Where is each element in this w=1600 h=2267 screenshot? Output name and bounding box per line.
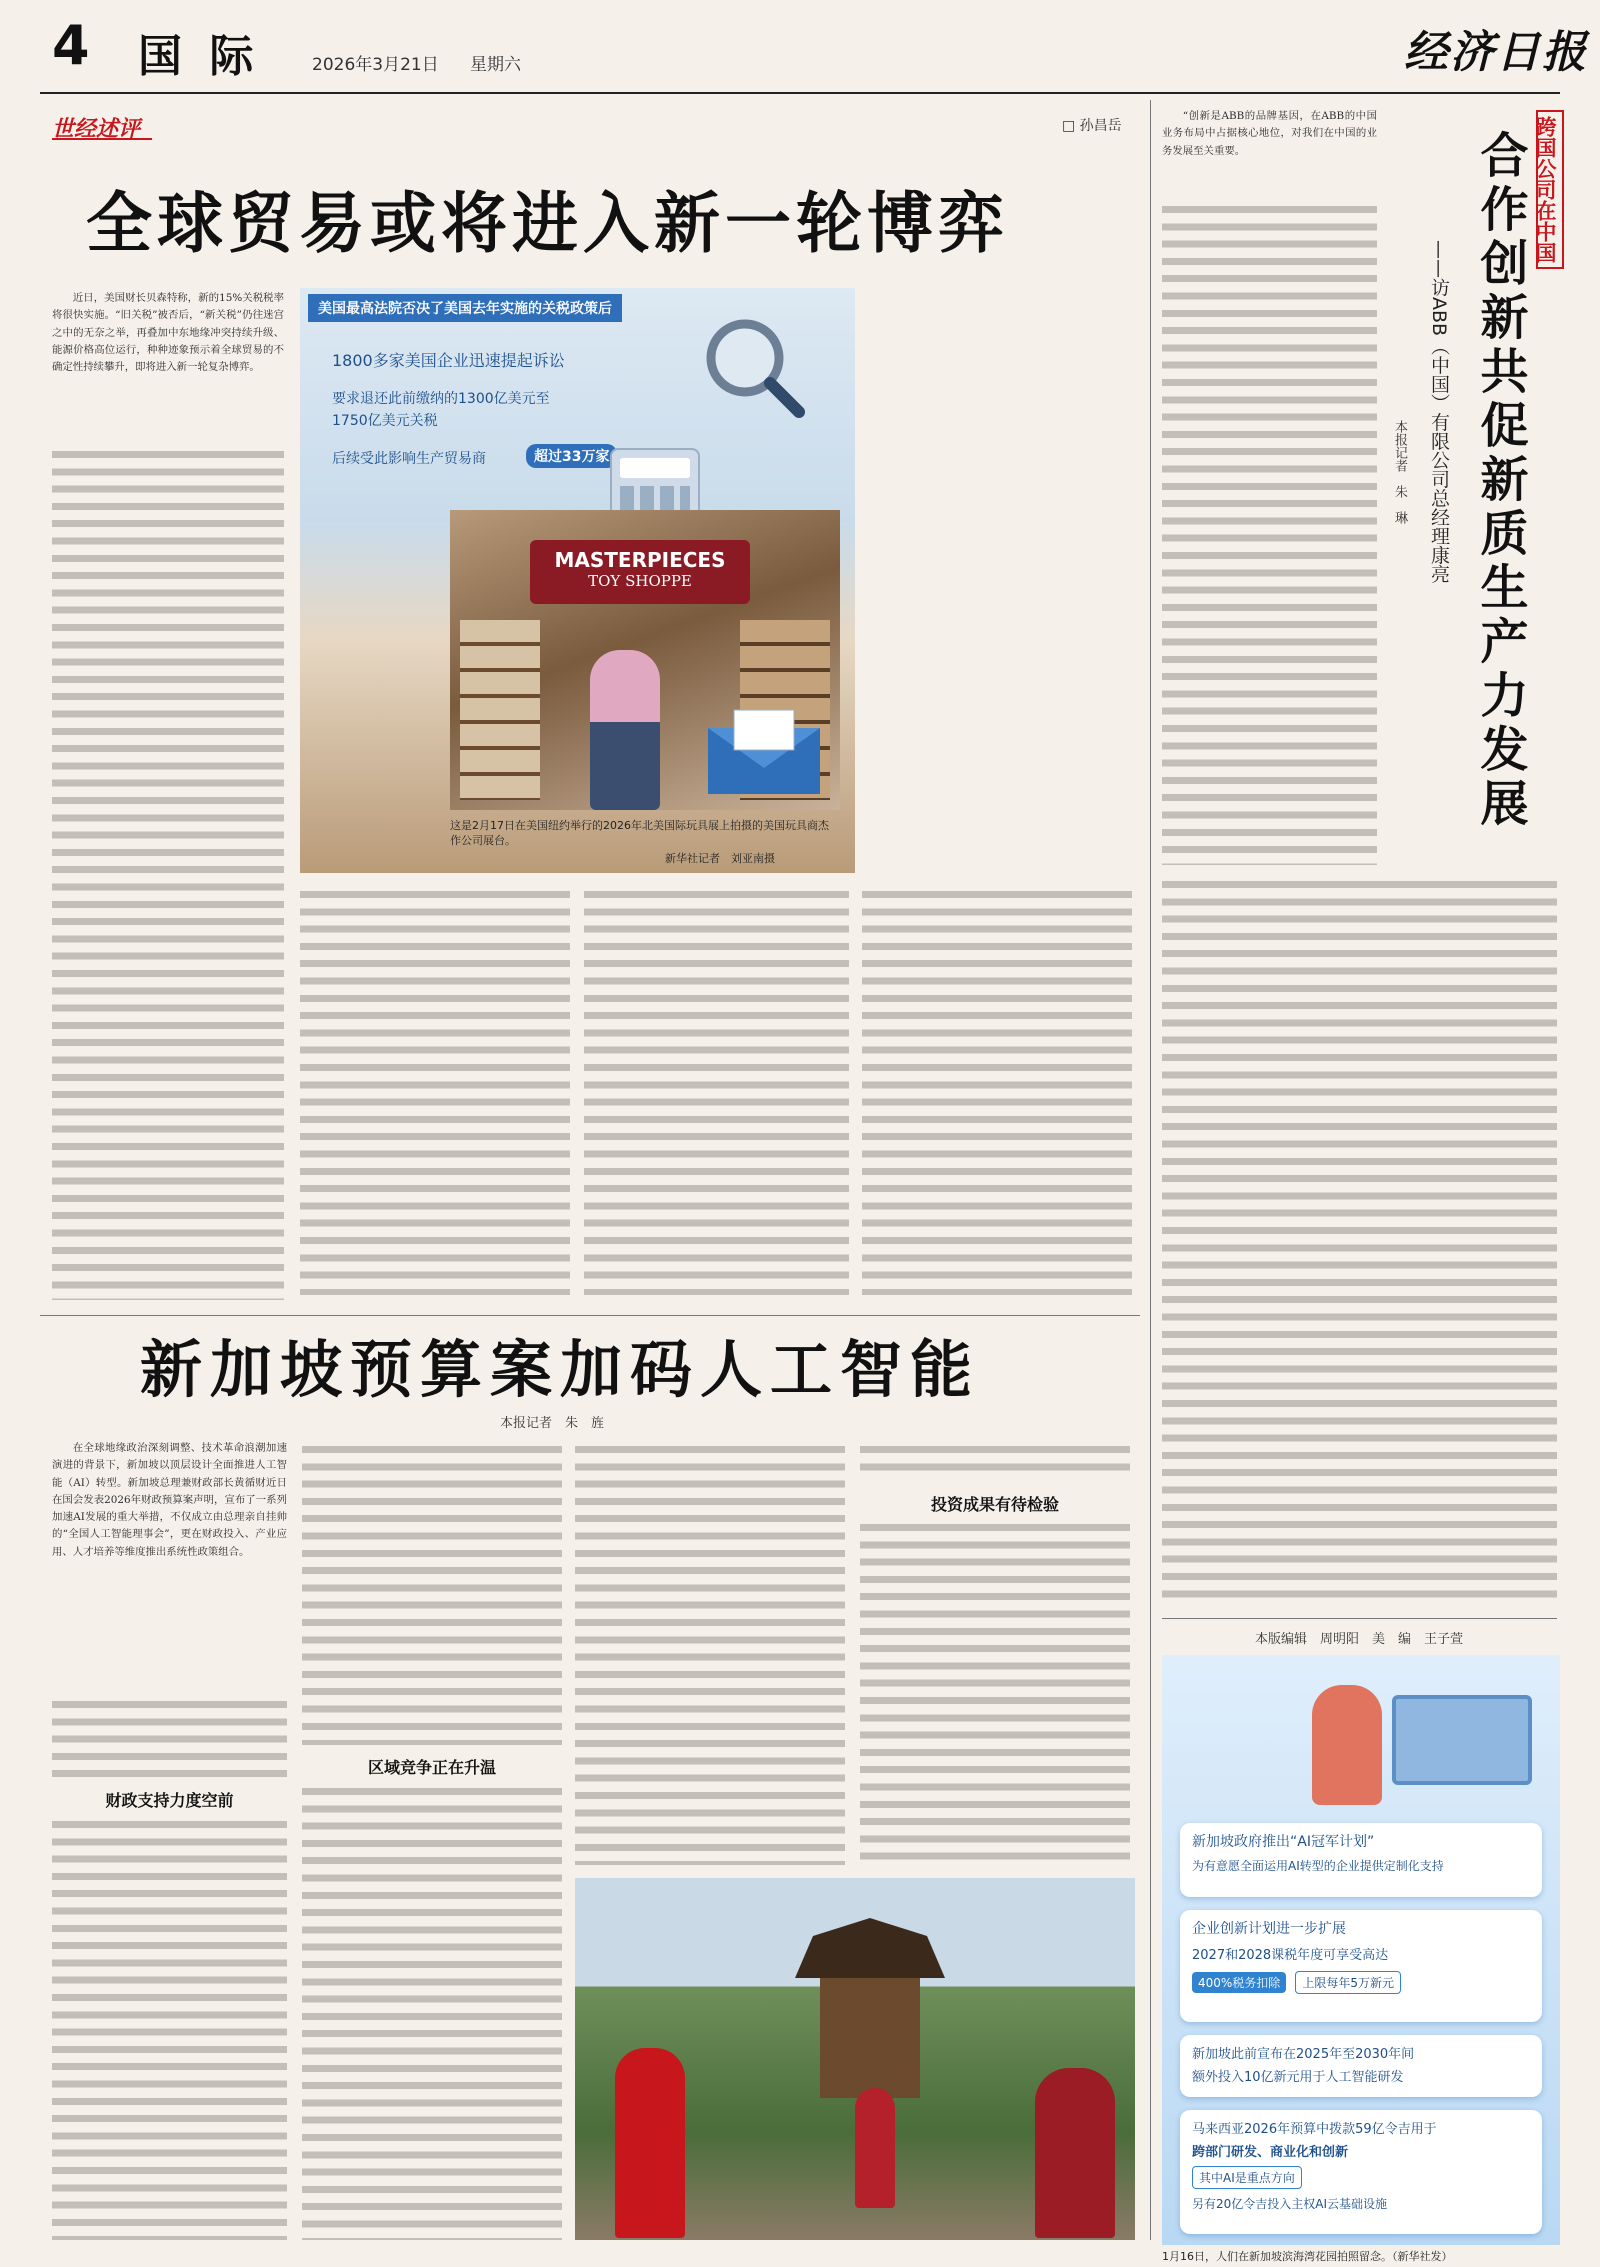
garden-photo — [575, 1878, 1135, 2240]
pavilion-body — [820, 1978, 920, 2098]
info-item-3 — [1180, 2035, 1542, 2097]
ai-infographic — [1162, 1655, 1560, 2245]
article2-headline: 新加坡预算案加码人工智能 — [140, 1333, 981, 1406]
issue-date: 2026年3月21日 — [312, 55, 439, 75]
article2-subhead2: 区域竞争正在升温 — [367, 1758, 496, 1777]
article1-author: □ 孙昌岳 — [1062, 118, 1122, 134]
masthead-logo: 经济日报 — [1404, 27, 1588, 78]
editor-credit: 本版编辑 周明阳 美 编 王子萱 — [1255, 1632, 1464, 1647]
pavilion-roof — [795, 1918, 945, 1978]
article2-body-col2 — [302, 1782, 562, 2240]
info-item-2-badge1: 400%税务扣除 — [1192, 1972, 1286, 1993]
editor-rule — [1162, 1618, 1557, 1619]
envelope-icon — [704, 708, 824, 798]
info-item-1-sub: 为有意愿全面运用AI转型的企业提供定制化支持 — [1192, 1859, 1444, 1873]
info-item-2-badge2: 上限每年5万新元 — [1295, 1971, 1401, 1994]
article1-body-col2 — [300, 885, 570, 1295]
info-item-4-extra: 另有20亿令吉投入主权AI云基础设施 — [1192, 2197, 1388, 2211]
visitor-figure-right — [1035, 2068, 1115, 2238]
info-item-2-sub: 2027和2028课税年度可享受高达 — [1192, 1948, 1389, 1963]
interview-body-wide — [1162, 875, 1557, 1605]
graphic-caption: 这是2月17日在美国纽约举行的2026年北美国际玩具展上拍摄的美国玩具商杰作公司展台。 — [450, 819, 829, 847]
info-item-3-sub: 额外投入10亿新元用于人工智能研发 — [1192, 2070, 1404, 2085]
person-illustration — [1312, 1685, 1382, 1805]
article1-body-col4 — [862, 885, 1132, 1295]
visitor-figure-center — [855, 2088, 895, 2208]
info-item-2 — [1180, 1910, 1542, 2022]
info-item-1-title: 新加坡政府推出“AI冠军计划” — [1192, 1834, 1375, 1850]
interview-body-top — [1162, 200, 1377, 865]
garden-photo-caption: 1月16日，人们在新加坡滨海湾花园拍照留念。（新华社发） — [1162, 2250, 1453, 2263]
store-sign-subtitle: TOY SHOPPE — [588, 572, 692, 590]
article1-bottom-rule — [40, 1315, 1140, 1316]
info-item-3-title: 新加坡此前宣布在2025年至2030年间 — [1192, 2047, 1415, 2062]
shelf-left — [460, 620, 540, 800]
article1-lead: 近日，美国财长贝森特称，新的15%关税税率将很快实施。“旧关税”被否后，“新关税”仍往迷宫之中的无奈之举，再叠加中东地缘冲突持续升级、能源价格高位运行，种种迹象预示着全球贸易的不确定性持续攀升，即将进入新一轮复杂博弈。 — [52, 292, 284, 374]
info-item-1 — [1180, 1823, 1542, 1897]
page-number: 4 — [52, 14, 90, 77]
column-tag — [52, 112, 152, 140]
graphic-line3: 后续受此影响生产贸易商 — [332, 451, 486, 467]
shopper-figure — [590, 650, 660, 810]
magnifier-icon — [695, 308, 805, 418]
interview-title: 合作创新共促新质生产力发展 — [1472, 130, 1528, 832]
visitor-figure-left — [615, 2048, 685, 2238]
graphic-heading: 美国最高法院否决了美国去年实施的关税政策后 — [308, 294, 622, 322]
info-item-4-title: 马来西亚2026年预算中拨款59亿令吉用于 — [1192, 2122, 1437, 2137]
interview-lead: “创新是ABB的品牌基因，在ABB的中国业务布局中占据核心地位，对我们在中国的业务发展至关重要。 — [1162, 110, 1377, 157]
article2-body-col4 — [860, 1518, 1130, 1865]
graphic-credit: 新华社记者 刘亚南摄 — [665, 852, 775, 865]
article2-body-col4-top — [860, 1440, 1130, 1480]
column-tag-label: 世经述评 — [52, 117, 141, 142]
graphic-badge: 超过33万家 — [526, 444, 617, 468]
article2-subhead1: 财政支持力度空前 — [105, 1791, 234, 1810]
issue-weekday: 星期六 — [470, 55, 521, 75]
article2-body-col3 — [575, 1440, 845, 1865]
info-item-4 — [1180, 2110, 1542, 2234]
article2-body-col1 — [52, 1815, 287, 2240]
article1-headline: 全球贸易或将进入新一轮博弈 — [86, 185, 1009, 262]
article1-body-col3 — [584, 885, 849, 1295]
article2-lead: 在全球地缘政治深刻调整、技术革命浪潮加速演进的背景下，新加坡以顶层设计全面推进人工智能（AI）转型。新加坡总理兼财政部长黄循财近日在国会发表2026年财政预算案声明，宣布了一系列加速AI发展的重大举措，不仅成立由总理亲自挂帅的“全国人工智能理事会”，更在财政投入、产业应用、人才培养等维度推出系统性政策组合。 — [52, 1442, 287, 1558]
info-item-2-title: 企业创新计划进一步扩展 — [1192, 1921, 1346, 1937]
article1-graphic — [300, 288, 855, 873]
article2-subhead3: 投资成果有待检验 — [930, 1495, 1059, 1514]
interview-subtitle: ——访ABB（中国）有限公司总经理康亮 — [1428, 240, 1450, 584]
graphic-line1: 1800多家美国企业迅速提起诉讼 — [332, 351, 565, 370]
laptop-illustration — [1392, 1695, 1532, 1785]
article2-byline: 本报记者 朱 旌 — [500, 1416, 605, 1431]
interview-byline: 本报记者 朱 琳 — [1392, 420, 1407, 524]
graphic-line2: 要求退还此前缴纳的1300亿美元至1750亿美元关税 — [332, 391, 550, 429]
article2-body-col2-top — [302, 1440, 562, 1745]
article2-body-col1-top — [52, 1695, 287, 1780]
info-item-4-sub: 跨部门研发、商业化和创新 — [1192, 2145, 1349, 2160]
store-sign-title: MASTERPIECES — [554, 548, 726, 572]
main-column-divider — [1150, 100, 1151, 2240]
vertical-column-tag: 跨国公司在中国 — [1536, 110, 1564, 269]
store-sign — [530, 540, 750, 604]
info-item-4-badge: 其中AI是重点方向 — [1192, 2166, 1302, 2189]
article1-body-col1 — [52, 445, 284, 1300]
section-title: 国 际 — [138, 31, 260, 82]
header-rule — [40, 92, 1560, 94]
page-header — [0, 0, 1600, 100]
